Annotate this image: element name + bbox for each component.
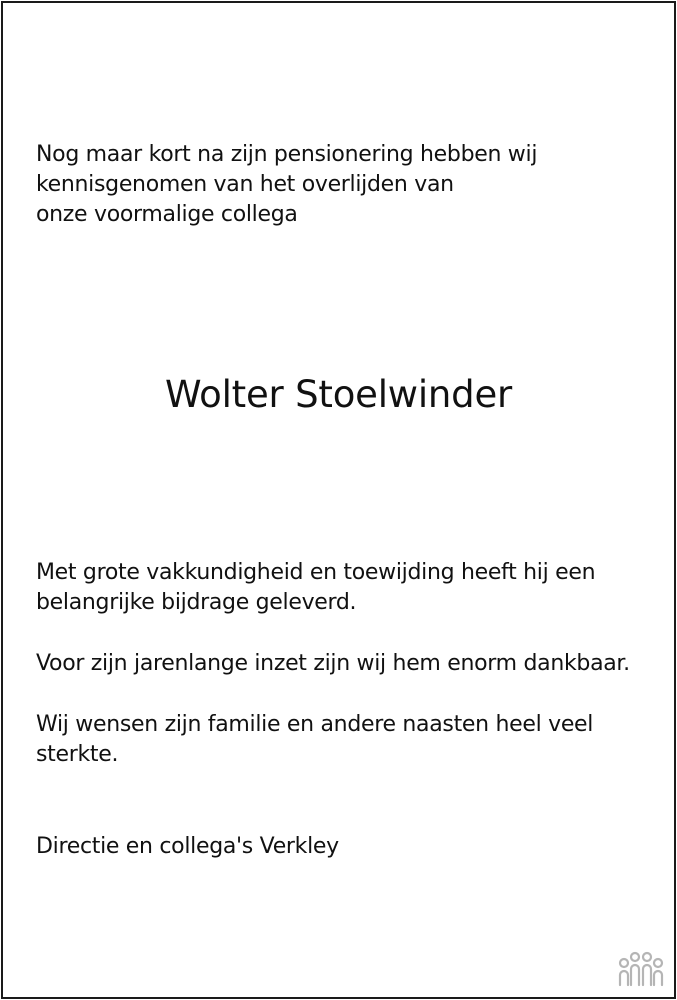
obituary-card xyxy=(1,1,676,999)
people-group-icon xyxy=(617,949,665,987)
tribute-line: Met grote vakkundigheid en toewijding heeft hij een xyxy=(36,560,596,585)
tribute-paragraph xyxy=(36,558,595,618)
gratitude-paragraph xyxy=(36,649,630,679)
signature xyxy=(36,832,339,862)
intro-line: kennisgenomen van het overlijden van xyxy=(36,172,454,197)
intro-line: onze voormalige collega xyxy=(36,202,298,227)
wishes-line: Wij wensen zijn familie en andere naasten heel veel xyxy=(36,712,594,737)
tribute-line: belangrijke bijdrage geleverd. xyxy=(36,590,357,615)
gratitude-line: Voor zijn jarenlange inzet zijn wij hem enorm dankbaar. xyxy=(36,651,630,676)
intro-paragraph xyxy=(36,140,537,230)
deceased-name: Wolter Stoelwinder xyxy=(164,373,513,416)
wishes-paragraph xyxy=(36,710,593,770)
intro-line: Nog maar kort na zijn pensionering hebben wij xyxy=(36,142,538,167)
wishes-line: sterkte. xyxy=(36,742,119,767)
signature-line: Directie en collega's Verkley xyxy=(36,834,339,859)
